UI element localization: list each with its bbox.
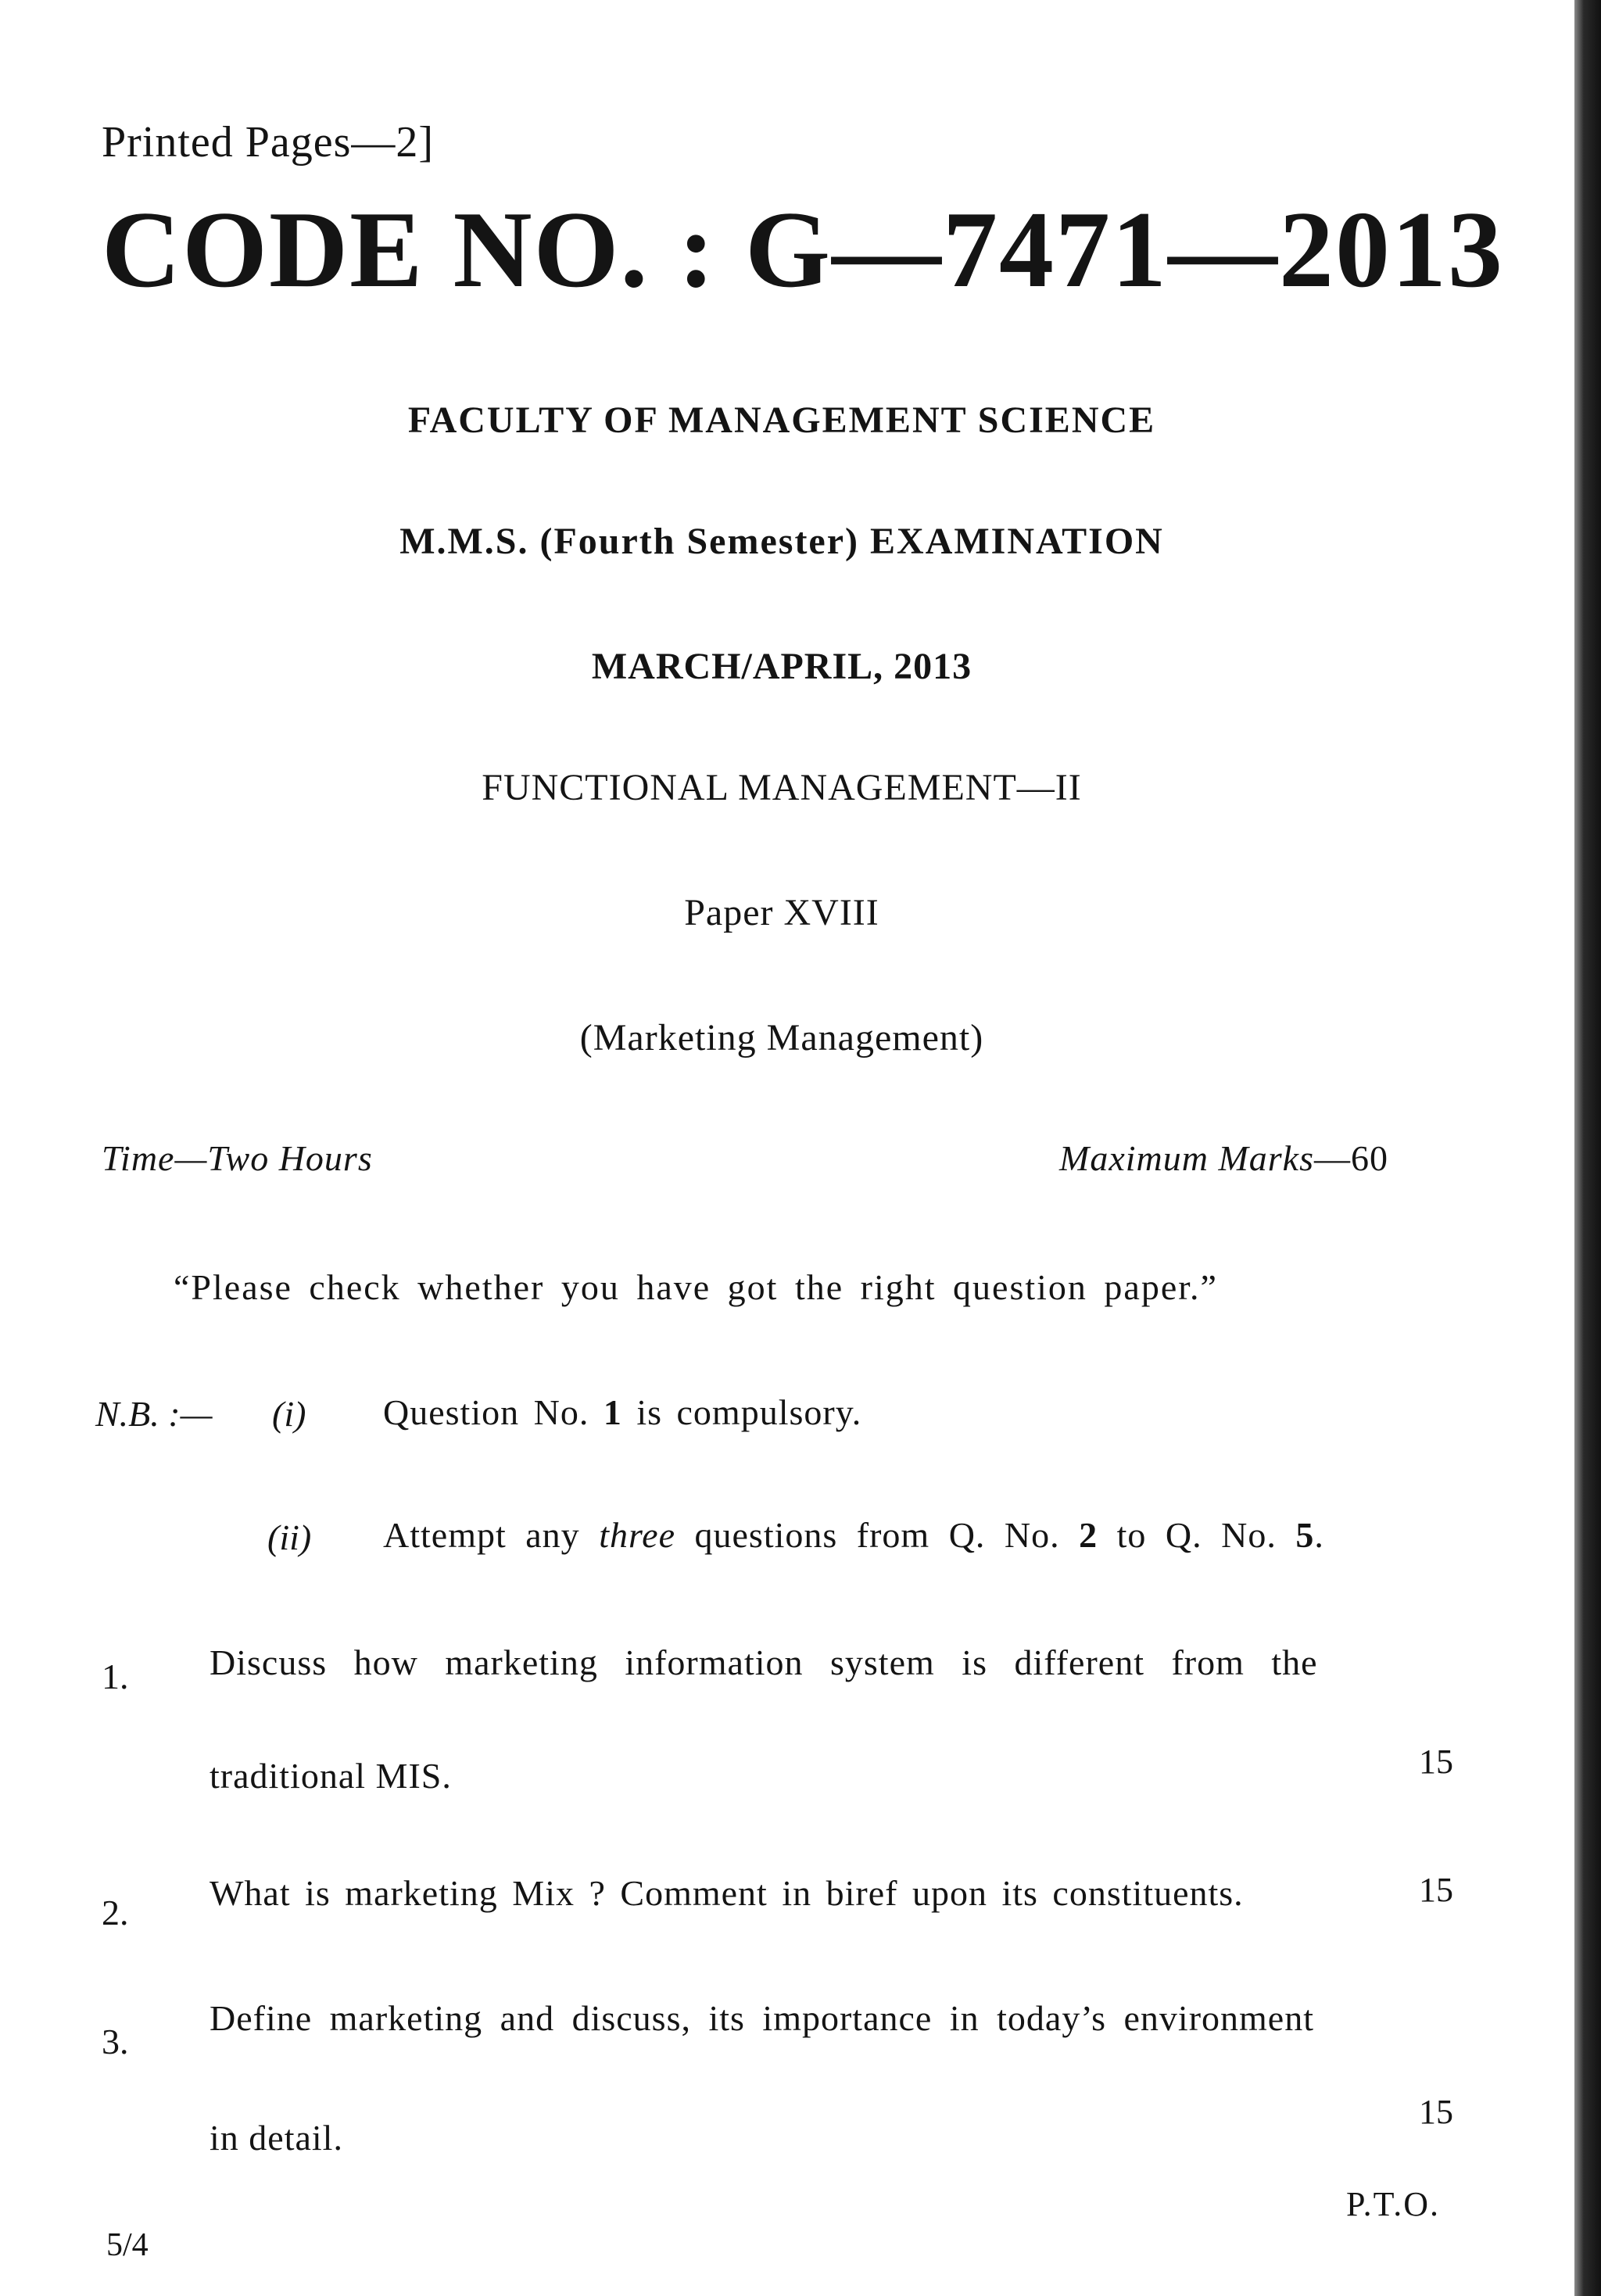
nb-label: N.B. :— [95, 1394, 213, 1434]
question-text-continued: traditional MIS. [210, 1756, 452, 1796]
maximum-marks-separator: — [1314, 1138, 1351, 1178]
instruction-text: Attempt any three questions from Q. No. 2 to Q. No. 5. [383, 1515, 1324, 1555]
exam-session: MARCH/APRIL, 2013 [591, 646, 972, 687]
please-turn-over: P.T.O. [1346, 2185, 1440, 2223]
question-text: Discuss how marketing information system is different from the [210, 1642, 1318, 1682]
instruction-text: Question No. 1 is compulsory. [383, 1392, 862, 1432]
question-marks: 15 [1419, 1871, 1453, 1909]
paper-number: Paper XVIII [684, 892, 879, 933]
time-allowed: Time—Two Hours [102, 1138, 373, 1178]
printed-pages-label: Printed Pages—2] [102, 118, 435, 167]
question-text-continued: in detail. [210, 2118, 343, 2158]
instruction-number: (i) [272, 1394, 306, 1434]
faculty-title: FACULTY OF MANAGEMENT SCIENCE [407, 399, 1156, 441]
question-number: 2. [102, 1893, 129, 1932]
question-number: 3. [102, 2022, 129, 2061]
maximum-marks-label: Maximum Marks [1059, 1138, 1314, 1178]
question-marks: 15 [1419, 1743, 1453, 1781]
question-text: What is marketing Mix ? Comment in biref upon its constituents. [210, 1873, 1244, 1913]
scan-border [1574, 0, 1601, 2296]
code-number-heading: CODE NO. : G—7471—2013 [102, 189, 1504, 310]
paper-subtitle: (Marketing Management) [579, 1017, 984, 1058]
question-marks: 15 [1419, 2093, 1453, 2131]
maximum-marks-value: 60 [1351, 1138, 1388, 1178]
footer-code: 5/4 [106, 2227, 149, 2263]
maximum-marks [1059, 1137, 1388, 1179]
instruction-number: (ii) [267, 1517, 312, 1557]
exam-title: M.M.S. (Fourth Semester) EXAMINATION [399, 521, 1164, 562]
check-paper-note: “Please check whether you have got the right question paper.” [174, 1267, 1218, 1307]
question-number: 1. [102, 1657, 129, 1696]
question-text: Define marketing and discuss, its importance in today’s environment [210, 1998, 1314, 2038]
subject-title: FUNCTIONAL MANAGEMENT—II [482, 767, 1082, 808]
